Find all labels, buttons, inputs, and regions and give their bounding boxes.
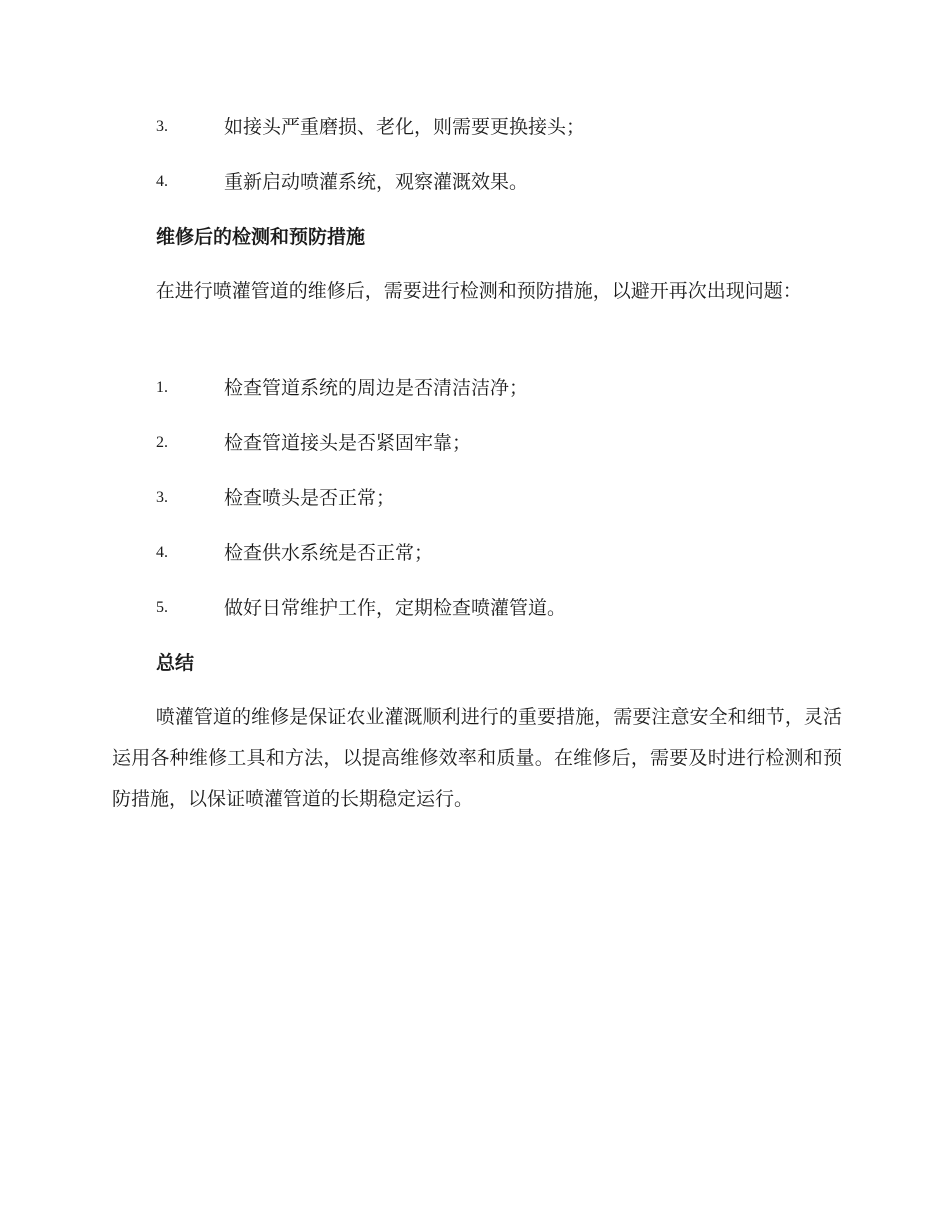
list-text: 重新启动喷灌系统，观察灌溉效果。 xyxy=(224,171,529,193)
list-item xyxy=(0,426,950,460)
list-item xyxy=(0,371,950,405)
list-item xyxy=(0,536,950,570)
list-number: 1. xyxy=(156,379,168,396)
list-number: 3. xyxy=(156,118,168,135)
list-text: 检查管道接头是否紧固牢靠； xyxy=(224,432,472,454)
list-number: 5. xyxy=(156,599,168,616)
summary-paragraph: 喷灌管道的维修是保证农业灌溉顺利进行的重要措施，需要注意安全和细节，灵活运用各种维修工具和方法，以提高维修效率和质量。在维修后，需要及时进行检测和预防措施，以保证喷灌管道的长期稳定运行。 xyxy=(112,706,842,810)
list-number: 2. xyxy=(156,434,168,451)
list-text: 检查供水系统是否正常； xyxy=(224,542,434,564)
section-heading-summary: 总结 xyxy=(156,652,195,674)
list-text: 检查喷头是否正常； xyxy=(224,487,396,509)
list-text: 做好日常维护工作，定期检查喷灌管道。 xyxy=(224,597,567,619)
section-heading-checks: 维修后的检测和预防措施 xyxy=(156,226,366,248)
list-text: 检查管道系统的周边是否清洁洁净； xyxy=(224,377,529,399)
list-number: 3. xyxy=(156,489,168,506)
list-text: 如接头严重磨损、老化，则需要更换接头； xyxy=(224,116,586,138)
section-intro-paragraph: 在进行喷灌管道的维修后，需要进行检测和预防措施，以避开再次出现问题： xyxy=(155,280,802,302)
list-number: 4. xyxy=(156,173,168,190)
list-number: 4. xyxy=(156,544,168,561)
list-item xyxy=(0,481,950,515)
list-item xyxy=(0,591,950,625)
list-item xyxy=(0,110,950,144)
list-item xyxy=(0,165,950,199)
